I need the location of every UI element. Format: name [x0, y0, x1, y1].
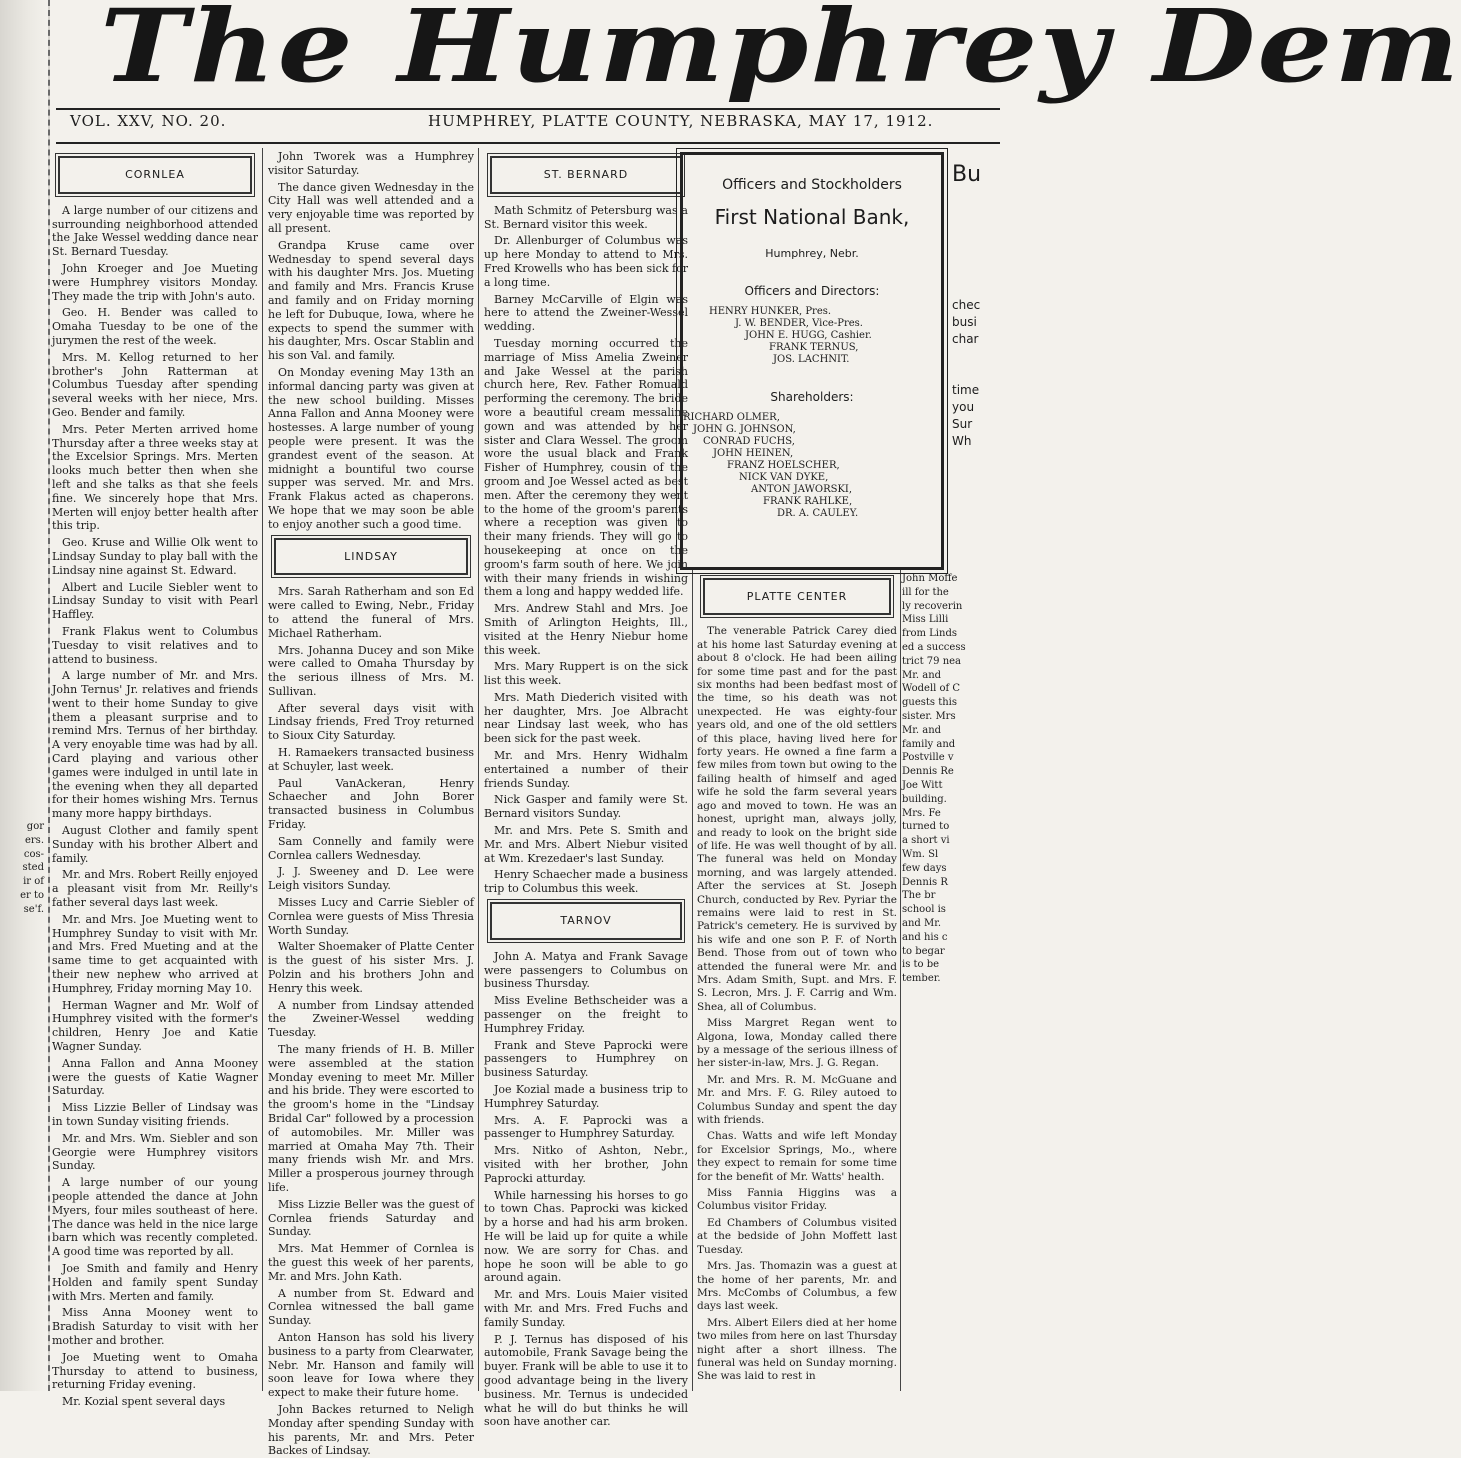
- news-item: Miss Anna Mooney went to Bradish Saturday to visit with her mother and brother.: [52, 1306, 258, 1347]
- place-and-date: HUMPHREY, PLATTE COUNTY, NEBRASKA, MAY 17, 1912.: [428, 112, 934, 130]
- text-line: JOS. LACHNIT.: [773, 354, 850, 365]
- text-line: Wodell of C: [902, 683, 961, 695]
- officers-list: [683, 306, 941, 366]
- news-item: Albert and Lucile Siebler went to Lindsay Sunday to visit with Pearl Haffley.: [52, 580, 258, 622]
- cropped-ad-edge: [944, 150, 1000, 570]
- text-line: Miss Lilli: [902, 614, 949, 626]
- masthead-rule: [56, 108, 1000, 110]
- text-line: ly recoverin: [902, 600, 963, 612]
- text-line: Wh: [952, 434, 972, 448]
- text-line: ANTON JAWORSKI,: [751, 484, 853, 495]
- column-divider: [900, 570, 901, 1391]
- dateline: [70, 112, 950, 136]
- news-item: Mr. and Mrs. R. M. McGuane and Mr. and Mrs. F. G. Riley autoed to Columbus Sunday and spent the day with friends.: [697, 1073, 897, 1127]
- news-item: Dr. Allenburger of Columbus was up here Monday to attend to Mrs. Fred Krowells who has been sick for a long time.: [484, 234, 688, 289]
- news-item: Mr. and Mrs. Robert Reilly enjoyed a pleasant visit from Mr. Reilly's father several days last week.: [52, 868, 258, 910]
- text-line: FRANZ HOELSCHER,: [727, 460, 840, 471]
- text-line: building.: [902, 793, 947, 805]
- news-item: Frank Flakus went to Columbus Tuesday to visit relatives and to attend to business.: [52, 624, 258, 666]
- text-line: sted: [22, 862, 44, 874]
- masthead-title: The Humphrey Dem: [100, 0, 1461, 105]
- text-line: se'f.: [23, 903, 44, 915]
- text-line: gor: [26, 821, 44, 832]
- bank-advertisement: [680, 152, 944, 570]
- news-item: A number from Lindsay attended the Zweiner-Wessel wedding Tuesday.: [268, 998, 474, 1040]
- news-item: Misses Lucy and Carrie Siebler of Cornlea were guests of Miss Thresia Worth Sunday.: [268, 896, 474, 937]
- news-item: August Clother and family spent Sunday with his brother Albert and family.: [52, 824, 258, 865]
- text-line: char: [952, 332, 979, 346]
- news-item: Mrs. Math Diederich visited with her daughter, Mrs. Joe Albracht near Lindsay last week, who has been sick for the past week.: [484, 690, 688, 746]
- shareholders-heading: Shareholders:: [770, 390, 854, 404]
- news-item: After several days visit with Lindsay friends, Fred Troy returned to Sioux City Saturday.: [268, 701, 474, 743]
- news-item: A large number of our citizens and surrounding neighborhood attended the Jake Wessel wedding dance near St. Bernard Tuesday.: [52, 203, 258, 259]
- text-line: er to: [20, 889, 44, 901]
- news-item: Chas. Watts and wife left Monday for Excelsior Springs, Mo., where they expect to remain for some time for the benefit of Mr. Watts' health.: [697, 1130, 897, 1183]
- news-item: H. Ramaekers transacted business at Schuyler, last week.: [268, 746, 474, 773]
- news-item: Mr. and Mrs. Louis Maier visited with Mr. and Mrs. Fred Fuchs and family Sunday.: [484, 1288, 688, 1329]
- text-line: HENRY HUNKER, Pres.: [709, 306, 832, 317]
- text-line: a short vi: [902, 835, 950, 847]
- news-item: Mr. and Mrs. Joe Mueting went to Humphrey Sunday to visit with Mr. and Mrs. Fred Mueting and at the same time to get acquainted with their new nephew who arrived at Humphrey, Friday morning May 10.: [52, 912, 258, 995]
- cornlea-paragraphs: [52, 204, 258, 1409]
- text-line: Joe Witt: [902, 779, 943, 791]
- news-item: Math Schmitz of Petersburg was a St. Bernard visitor this week.: [484, 203, 688, 231]
- news-item: The venerable Patrick Carey died at his home last Saturday evening at about 8 o'clock. He had been ailing for some time past and for the past six months had been bedfast most of the time, so his death was not unexpected. He was eighty-four years old, and one of the old settlers of this place, having lived here for forty years. He owned a fine farm a few miles from town but owing to the failing health of himself and aged wife he sold the farm several years ago and moved to town. He was an honest, upright man, always jolly, and ready to look on the bright side of life. He was well thought of by all. The funeral was held on Monday morning, and was largely attended. After the services at St. Joseph Church, conducted by Rev. Pyriar the remains were laid to rest in St. Patrick's cemetery. He is survived by his wife and one son P. F. of North Bend. Those from out of town who attended the funeral were Mr. and Mrs. Adam Smith, Supt. and Mrs. F. S. Lecron, Mrs. J. F. Carrig and Wm. Shea, all of Columbus.: [697, 625, 897, 1013]
- cropped-right-column: [902, 572, 1000, 1391]
- text-line: Mr. and: [902, 724, 942, 736]
- news-item: Herman Wagner and Mr. Wolf of Humphrey visited with the former's children, Henry Joe and Katie Wagner Sunday.: [52, 998, 258, 1054]
- text-line: DR. A. CAULEY.: [777, 508, 859, 519]
- text-line: CONRAD FUCHS,: [703, 436, 795, 447]
- news-item: Miss Lizzie Beller of Lindsay was in town Sunday visiting friends.: [52, 1101, 258, 1128]
- news-item: Nick Gasper and family were St. Bernard visitors Sunday.: [484, 793, 688, 821]
- text-line: Mr. and: [902, 669, 942, 681]
- text-line: FRANK TERNUS,: [769, 342, 859, 353]
- bank-name: First National Bank,: [714, 205, 910, 229]
- cornlea-continued-paragraphs: [268, 150, 474, 532]
- column-platte-center: [697, 572, 897, 1391]
- news-item: Grandpa Kruse came over Wednesday to spend several days with his daughter Mrs. Jos. Mueting and family and Mrs. Francis Kruse and family and on Friday morning he left for Dubuque, Iowa, where he expects to spend the summer with his daughter, Mrs. Oscar Stablin and his son Val. and family.: [268, 238, 474, 363]
- news-item: Miss Margret Regan went to Algona, Iowa, Monday called there by a message of the serious illness of her sister-in-law, Mrs. J. G. Regan.: [697, 1017, 897, 1070]
- column-divider: [478, 148, 479, 1391]
- tarnov-paragraphs: [484, 950, 688, 1429]
- news-item: Joe Mueting went to Omaha Thursday to attend to business, returning Friday evening.: [52, 1350, 258, 1392]
- text-line: ers.: [24, 834, 44, 846]
- news-item: John A. Matya and Frank Savage were passengers to Columbus on business Thursday.: [484, 949, 688, 991]
- news-item: Miss Fannia Higgins was a Columbus visitor Friday.: [697, 1187, 897, 1213]
- text-line: ed a success: [902, 641, 966, 653]
- news-item: A large number of Mr. and Mrs. John Ternus' Jr. relatives and friends went to their home Sunday to give them a pleasant surprise and to remind Mrs. Ternus of her birthday. A very enoyable time was had by all. Card playing and various other games were indulged in until late in the evening when they all departed for their homes wishing Mrs. Ternus many more happy birthdays.: [52, 669, 258, 821]
- text-line: JOHN HEINEN,: [713, 448, 794, 459]
- news-item: On Monday evening May 13th an informal dancing party was given at the new school building. Misses Anna Fallon and Anna Mooney were hostesses. A large number of young people were present. It was the grandest event of the season. At midnight a bountiful two course supper was served. Mr. and Mrs. Frank Flakus acted as chaperons. We hope that we may soon be able to enjoy another such a good time.: [268, 365, 474, 531]
- news-item: Frank and Steve Paprocki were passengers to Humphrey on business Saturday.: [484, 1038, 688, 1080]
- news-item: Paul VanAckeran, Henry Schaecher and John Borer transacted business in Columbus Friday.: [268, 776, 474, 832]
- platte-center-paragraphs: [697, 625, 897, 1383]
- text-line: NICK VAN DYKE,: [739, 472, 829, 483]
- news-item: Mrs. Johanna Ducey and son Mike were called to Omaha Thursday by the serious illness of Mrs. M. Sullivan.: [268, 643, 474, 698]
- shareholders-list: [683, 412, 941, 520]
- text-line: FRANK RAHLKE,: [763, 496, 853, 507]
- news-item: Mrs. Albert Eilers died at her home two miles from here on last Thursday night after a short illness. The funeral was held on Sunday morning. She was laid to rest in: [697, 1316, 897, 1383]
- st-bernard-paragraphs: [484, 204, 688, 896]
- text-line: Dennis Re: [902, 766, 954, 778]
- text-line: Sur: [952, 417, 973, 431]
- text-line: RICHARD OLMER,: [683, 412, 780, 423]
- news-item: Joe Kozial made a business trip to Humphrey Saturday.: [484, 1083, 688, 1110]
- dateline-rule: [56, 142, 1000, 144]
- text-line: turned to: [902, 821, 950, 833]
- text-line: and his c: [902, 931, 948, 943]
- news-item: Mrs. Sarah Ratherham and son Ed were called to Ewing, Nebr., Friday to attend the funeral of Mrs. Michael Ratherham.: [268, 585, 474, 640]
- column-divider: [262, 148, 263, 1391]
- text-line: The br: [902, 890, 936, 902]
- cropped-left-fragments: [0, 820, 44, 917]
- officers-heading: Officers and Directors:: [744, 284, 880, 298]
- news-item: Mr. Kozial spent several days: [62, 1395, 226, 1409]
- column-divider: [692, 570, 693, 1391]
- column-cornlea: [52, 150, 258, 1409]
- news-item: Mrs. Mary Ruppert is on the sick list this week.: [484, 660, 688, 688]
- news-item: John Backes returned to Neligh Monday after spending Sunday with his parents, Mr. and Mrs. Peter Backes of Lindsay.: [268, 1402, 474, 1458]
- news-item: The dance given Wednesday in the City Hall was well attended and a very enjoyable time was reported by all present.: [268, 180, 474, 235]
- text-line: and Mr.: [902, 917, 942, 929]
- text-line: ir of: [23, 876, 44, 888]
- news-item: The many friends of H. B. Miller were assembled at the station Monday evening to meet Mr. Miller and his bride. They were escorted to the groom's home in the "Lindsay Bridal Car" followed by a procession of automobiles. Mr. Miller was married at Omaha May 7th. Their many friends wish Mr. and Mrs. Miller a prosperous journey through life.: [268, 1043, 474, 1194]
- text-line: guests this: [902, 697, 958, 709]
- news-item: Mrs. Mat Hemmer of Cornlea is the guest this week of her parents, Mr. and Mrs. John Kath.: [268, 1242, 474, 1283]
- text-line: Postville v: [902, 752, 954, 764]
- cropped-ad-heading: Bu: [952, 162, 982, 187]
- text-line: J. W. BENDER, Vice-Pres.: [735, 318, 863, 329]
- news-item: Walter Shoemaker of Platte Center is the guest of his sister Mrs. J. Polzin and his brothers John and Henry this week.: [268, 940, 474, 995]
- section-heading-tarnov: TARNOV: [490, 902, 682, 940]
- text-line: JOHN G. JOHNSON,: [693, 424, 796, 435]
- news-item: Mrs. Andrew Stahl and Mrs. Joe Smith of Arlington Heights, Ill., visited at the Henry Niebur home this week.: [484, 602, 688, 657]
- news-item: Anna Fallon and Anna Mooney were the guests of Katie Wagner Saturday.: [52, 1056, 258, 1098]
- text-line: is to be: [902, 959, 940, 971]
- text-line: trict 79 nea: [902, 655, 962, 667]
- section-heading-platte-center: PLATTE CENTER: [703, 578, 891, 615]
- news-item: P. J. Ternus has disposed of his automobile, Frank Savage being the buyer. Frank will be able to use it to good advantage being in the livery business. Mr. Ternus is undecided what he will do but thinks he will soon have another car.: [484, 1332, 688, 1429]
- text-line: John Moffe: [902, 573, 958, 584]
- text-line: Mrs. Fe: [902, 807, 941, 819]
- news-item: Mr. and Mrs. Pete S. Smith and Mr. and Mrs. Albert Niebur visited at Wm. Krezedaer's last Sunday.: [484, 824, 688, 865]
- news-item: Anton Hanson has sold his livery business to a party from Clearwater, Nebr. Mr. Hanson and family will soon leave for Iowa where they expect to make their future home.: [268, 1330, 474, 1400]
- text-line: you: [952, 400, 975, 414]
- news-item: Henry Schaecher made a business trip to Columbus this week.: [484, 868, 688, 896]
- text-line: tember.: [902, 973, 941, 985]
- text-line: JOHN E. HUGG, Cashier.: [745, 330, 872, 341]
- column-st-bernard: [484, 150, 688, 1429]
- news-item: Mr. and Mrs. Wm. Siebler and son Georgie were Humphrey visitors Sunday.: [52, 1131, 258, 1173]
- news-item: Ed Chambers of Columbus visited at the bedside of John Moffett last Tuesday.: [697, 1216, 897, 1256]
- column-lindsay: [268, 150, 474, 1458]
- news-item: Mrs. Nitko of Ashton, Nebr., visited with her brother, John Paprocki atturday.: [484, 1144, 688, 1185]
- lindsay-paragraphs: [268, 585, 474, 1458]
- text-line: Dennis R: [902, 876, 948, 888]
- news-item: Mrs. M. Kellog returned to her brother's John Ratterman at Columbus Tuesday after spending several weeks with her niece, Mrs. Geo. Bender and family.: [52, 350, 258, 419]
- bank-ad-title: Officers and Stockholders: [722, 177, 902, 193]
- news-item: A number from St. Edward and Cornlea witnessed the ball game Sunday.: [268, 1286, 474, 1328]
- text-line: ill for the: [902, 586, 949, 598]
- news-item: Tuesday morning occurred the marriage of Miss Amelia Zweiner and Jake Wessel at the parish church here, Rev. Father Romuald performing the ceremony. The bride wore a beautiful cream messaline gown and was attended by her sister and Clara Wessel. The groom wore the usual black and Frank Fisher of Humphrey, cousin of the groom and Joe Wessel acted as best men. After the ceremony they went to the home of the groom's parents where a reception was given to their many friends. They will go to housekeeping at once on the groom's farm south of here. We join with their many friends in wishing them a long and happy wedded life.: [484, 336, 688, 599]
- news-item: Barney McCarville of Elgin was here to attend the Zweiner-Wessel wedding.: [484, 292, 688, 334]
- section-heading-st-bernard: ST. BERNARD: [490, 156, 682, 194]
- text-line: time: [952, 383, 980, 397]
- text-line: to begar: [902, 945, 945, 957]
- news-item: Mrs. Jas. Thomazin was a guest at the home of her parents, Mr. and Mrs. McCombs of Columbus, a few days last week.: [697, 1260, 897, 1313]
- text-line: Wm. Sl: [902, 848, 939, 860]
- cropped-ad-text: [944, 382, 1000, 450]
- text-line: chec: [952, 298, 981, 312]
- news-item: John Tworek was a Humphrey visitor Saturday.: [268, 150, 474, 177]
- news-item: Miss Eveline Bethscheider was a passenger on the freight to Humphrey Friday.: [484, 994, 688, 1035]
- cropped-ad-text: [944, 297, 1000, 348]
- news-item: John Kroeger and Joe Mueting were Humphrey visitors Monday. They made the trip with John's auto.: [52, 261, 258, 303]
- text-line: few days: [902, 862, 947, 874]
- news-item: Sam Connelly and family were Cornlea callers Wednesday.: [268, 834, 474, 862]
- news-item: Miss Lizzie Beller was the guest of Cornlea friends Saturday and Sunday.: [268, 1197, 474, 1239]
- news-item: Mr. and Mrs. Henry Widhalm entertained a number of their friends Sunday.: [484, 749, 688, 790]
- text-line: cos-: [23, 848, 44, 860]
- news-item: While harnessing his horses to go to town Chas. Paprocki was kicked by a horse and had his arm broken. He will be laid up for quite a while now. We are sorry for Chas. and hope he soon will be able to go around again.: [484, 1188, 688, 1285]
- text-line: school is: [902, 904, 946, 916]
- text-line: family and: [902, 738, 956, 750]
- text-line: sister. Mrs: [902, 710, 956, 722]
- bank-location: Humphrey, Nebr.: [765, 247, 859, 260]
- news-item: Geo. Kruse and Willie Olk went to Lindsay Sunday to play ball with the Lindsay nine against St. Edward.: [52, 536, 258, 577]
- news-item: Joe Smith and family and Henry Holden and family spent Sunday with Mrs. Merten and family.: [52, 1261, 258, 1303]
- news-item: Mrs. A. F. Paprocki was a passenger to Humphrey Saturday.: [484, 1113, 688, 1141]
- text-line: busi: [952, 315, 977, 329]
- volume-number: VOL. XXV, NO. 20.: [70, 112, 227, 130]
- section-heading-cornlea: CORNLEA: [58, 156, 252, 194]
- text-line: from Linds: [902, 628, 957, 640]
- news-item: A large number of our young people attended the dance at John Myers, four miles southeast of here. The dance was held in the nice large barn which was recently completed. A good time was reported by all.: [52, 1176, 258, 1259]
- news-item: Mrs. Peter Merten arrived home Thursday after a three weeks stay at the Excelsior Springs. Mrs. Merten looks much better then when she left and she talks as that she feels fine. We sincerely hope that Mrs. Merten will enjoy better health after this trip.: [52, 422, 258, 533]
- news-item: Geo. H. Bender was called to Omaha Tuesday to be one of the jurymen the rest of the week.: [52, 306, 258, 347]
- section-heading-lindsay: LINDSAY: [274, 538, 468, 576]
- torn-page-edge: [0, 0, 50, 1391]
- news-item: J. J. Sweeney and D. Lee were Leigh visitors Sunday.: [268, 865, 474, 893]
